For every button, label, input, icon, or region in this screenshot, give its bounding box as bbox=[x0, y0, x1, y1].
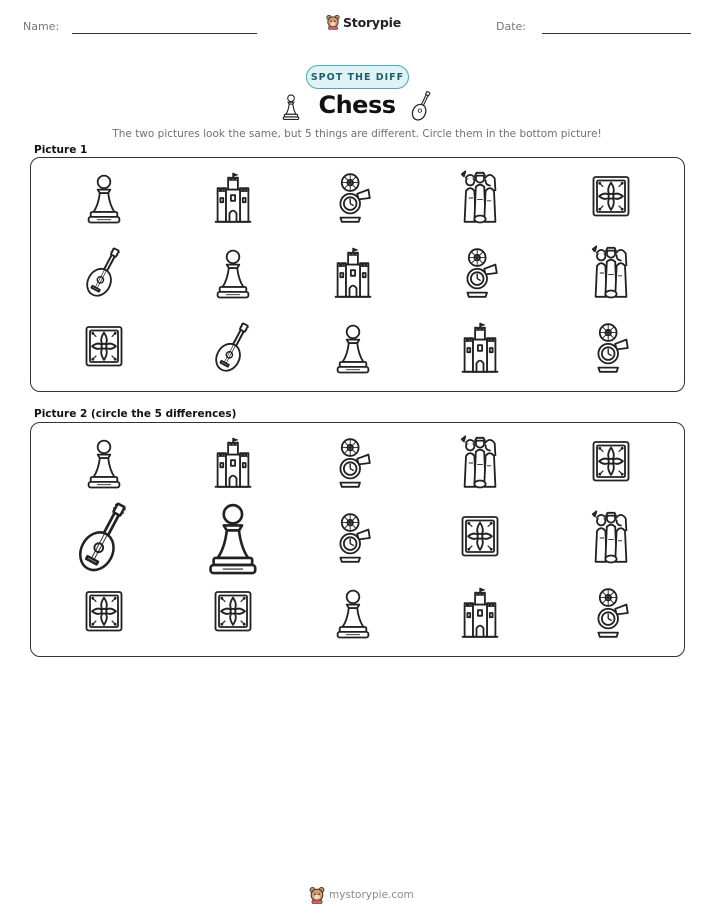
name-line[interactable] bbox=[72, 33, 257, 34]
castle-icon bbox=[211, 435, 255, 491]
pawn-icon bbox=[82, 170, 126, 226]
castle-icon bbox=[331, 245, 375, 301]
lute-icon bbox=[82, 245, 126, 301]
lute-icon bbox=[73, 499, 135, 577]
pawn-icon bbox=[211, 245, 255, 301]
people-icon bbox=[458, 435, 502, 491]
footer bbox=[309, 886, 414, 904]
tile-icon bbox=[82, 320, 126, 376]
brand-logo bbox=[326, 14, 401, 30]
castle-icon bbox=[211, 170, 255, 226]
clock-icon bbox=[331, 510, 375, 566]
people-icon bbox=[589, 245, 633, 301]
clock-icon bbox=[458, 245, 502, 301]
lute-icon bbox=[409, 89, 435, 123]
pawn-icon bbox=[201, 497, 265, 578]
bear-icon bbox=[309, 886, 325, 904]
pawn-icon bbox=[82, 435, 126, 491]
date-label: Date: bbox=[496, 20, 526, 33]
picture-1-label: Picture 1 bbox=[34, 144, 88, 156]
clock-icon bbox=[589, 320, 633, 376]
clock-icon bbox=[331, 435, 375, 491]
tile-icon bbox=[589, 435, 633, 491]
castle-icon bbox=[458, 320, 502, 376]
bear-icon bbox=[326, 14, 340, 30]
clock-icon bbox=[589, 585, 633, 641]
tile-icon bbox=[82, 585, 126, 641]
date-line[interactable] bbox=[542, 33, 691, 34]
name-label: Name: bbox=[23, 20, 60, 33]
tile-icon bbox=[211, 585, 255, 641]
lute-icon bbox=[211, 320, 255, 376]
page-title: Chess bbox=[318, 91, 396, 119]
picture-1-panel bbox=[30, 157, 685, 392]
castle-icon bbox=[458, 585, 502, 641]
picture-2-panel[interactable] bbox=[30, 422, 685, 657]
tile-icon bbox=[458, 510, 502, 566]
people-icon bbox=[458, 170, 502, 226]
instructions: The two pictures look the same, but 5 things are different. Circle them in the bottom picture! bbox=[112, 128, 602, 140]
pawn-icon bbox=[331, 320, 375, 376]
spot-the-diff-badge: SPOT THE DIFF bbox=[306, 65, 409, 89]
footer-url: mystorypie.com bbox=[329, 889, 414, 901]
tile-icon bbox=[589, 170, 633, 226]
pawn-icon bbox=[331, 585, 375, 641]
people-icon bbox=[589, 510, 633, 566]
picture-2-label: Picture 2 (circle the 5 differences) bbox=[34, 408, 237, 420]
clock-icon bbox=[331, 170, 375, 226]
brand-name: Storypie bbox=[343, 14, 401, 30]
